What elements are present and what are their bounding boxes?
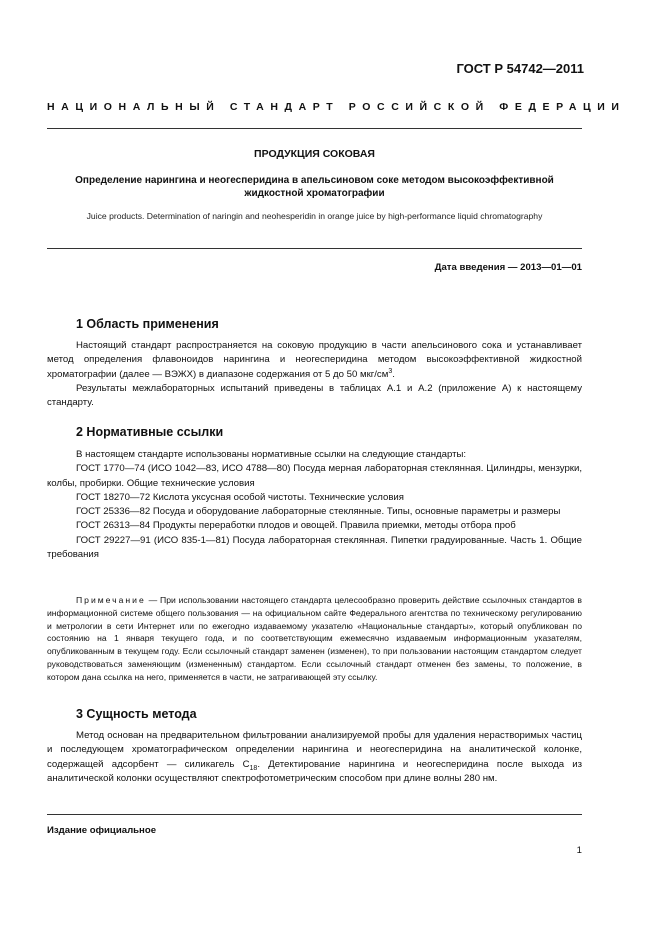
reference-item: ГОСТ 1770—74 (ИСО 1042—83, ИСО 4788—80) Посуда мерная лабораторная стеклянная. Цилиндры, мензурки, колбы, пробирки. Общие технические условия: [47, 463, 582, 489]
section-2-note: [47, 594, 582, 684]
reference-item: ГОСТ 29227—91 (ИСО 835-1—81) Посуда лабораторная стеклянная. Пипетки градуированные. Часть 1. Общие требования: [47, 534, 582, 561]
section-1-paragraph-1: Настоящий стандарт распространяется на соковую продукцию в части апельсинового сока и устанавливает метод определения флавоноидов нарингина и неогесперидина методом высокоэффективной жидкостной хроматографии (далее — ВЭЖХ) в диапазоне содержания от 5 до 50 мкг/$см^3$.: [47, 340, 582, 380]
standard-code: ГОСТ Р 54742—2011: [456, 61, 584, 76]
note-label: Примечание: [76, 595, 146, 605]
reference-item: ГОСТ 18270—72 Кислота уксусная особой чистоты. Технические условия: [76, 491, 404, 503]
reference-item: ГОСТ 25336—82 Посуда и оборудование лабораторные стеклянные. Типы, основные параметры и размеры: [76, 506, 561, 518]
superscript-three: 3: [388, 367, 393, 375]
introduction-date: Дата введения — 2013—01—01: [434, 262, 582, 273]
section-1-body: [47, 339, 582, 410]
reference-item: ГОСТ 26313—84 Продукты переработки плодов и овощей. Правила приемки, методы отбора проб: [76, 520, 516, 532]
document-title: ПРОДУКЦИЯ СОКОВАЯ: [254, 148, 375, 160]
section-2-heading: 2 Нормативные ссылки: [76, 425, 224, 439]
document-subtitle-english: Juice products. Determination of naringin and neohesperidin in orange juice by high-performance liquid chromatography: [86, 211, 543, 221]
national-standard-title: НАЦИОНАЛЬНЫЙ СТАНДАРТ РОССИЙСКОЙ ФЕДЕРАЦИИ: [47, 101, 626, 113]
section-1-heading: 1 Область применения: [76, 317, 219, 331]
section-2-intro: В настоящем стандарте использованы нормативные ссылки на следующие стандарты:: [76, 449, 467, 460]
note-text: — При использовании настоящего стандарта целесообразно проверить действие ссылочных стандартов в информационной системе общего пользования — на официальном сайте Федерального агентства по техническому регулированию и метрологии в сети Интернет или по ежегодно издаваемому указателю «Национальные стандарты», который опубликован по состоянию на 1 января текущего года, и по соответствующим ежемесячно издаваемым информационным указателям, опубликованным в текущем году. Если ссылочный стандарт заменен (изменен), то при пользовании настоящим стандартом следует руководствоваться заменяющим (измененным) стандартом. Если ссылочный стандарт отменен без замены, то положение, в котором дана ссылка на него, применяется в части, не затрагивающей эту ссылку.: [47, 595, 582, 682]
official-edition-label: Издание официальное: [47, 825, 157, 836]
subscript-eighteen: 18: [249, 764, 258, 772]
section-2-body: [47, 448, 582, 562]
title-divider: [47, 248, 582, 249]
section-1-paragraph-2: Результаты межлабораторных испытаний приведены в таблицах А.1 и А.2 (приложение А) к настоящему стандарту.: [47, 382, 582, 409]
section-3-heading: 3 Сущность метода: [76, 707, 197, 721]
header-divider: [47, 128, 582, 129]
section-3-paragraph-1: Метод основан на предварительном фильтровании анализируемой пробы для удаления нерастворимых частиц и последующем хроматографическом определении нарингина и неогесперидина на аналитической колонке, содержащей адсорбент — силикагель $С_{18}$. Детектирование нарингина и неогесперидина после выхода из аналитической колонки осуществляют спектрофотометрическим способом при длине волны 280 нм.: [47, 730, 582, 784]
footer-divider: [47, 814, 582, 815]
section-3-body: [47, 729, 582, 786]
document-subtitle: Определение нарингина и неогесперидина в апельсиновом соке методом высокоэффективной жидкостной хроматографии: [75, 175, 554, 199]
page-number: 1: [576, 845, 582, 856]
